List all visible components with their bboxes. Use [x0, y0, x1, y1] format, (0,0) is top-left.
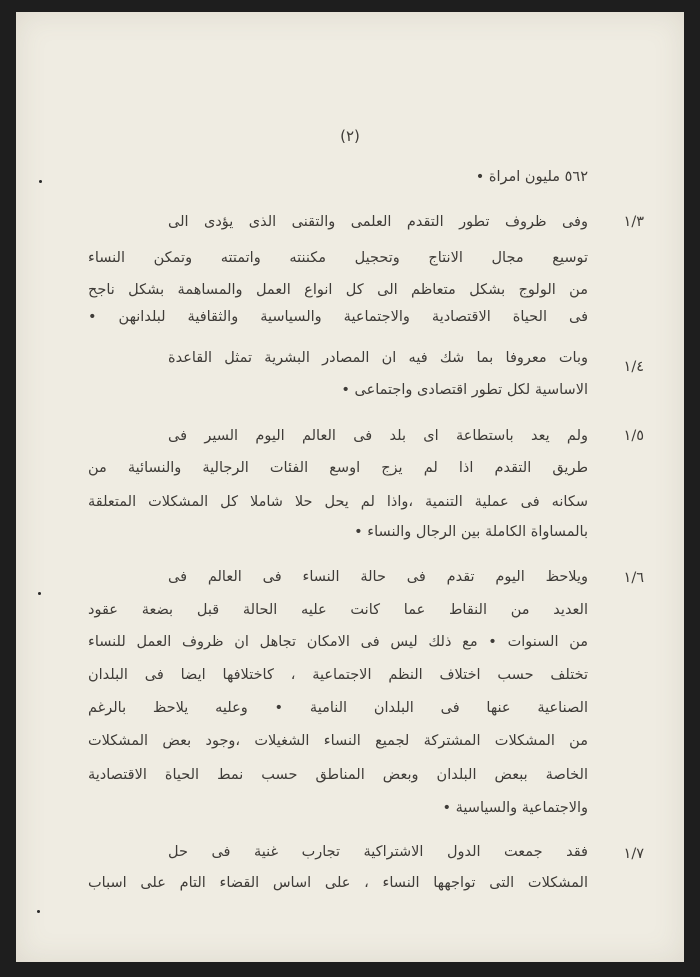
paragraph-line: من الولوج بشكل متعاظم الى كل انواع العمل والمساهمة بشكل ناجح: [88, 282, 588, 298]
paragraph-line: الاساسية لكل تطور اقتصادى واجتماعى •: [341, 382, 588, 398]
document-page: [16, 12, 684, 962]
intro-line: ٥٦٢ مليون امراة •: [475, 169, 588, 185]
paragraph-line: العديد من النقاط عما كانت عليه الحالة قبل بضعة عقود: [88, 602, 588, 618]
scan-speck: [37, 910, 40, 913]
page-number: (٢): [340, 127, 360, 145]
paragraph-line: ولم يعد باستطاعة اى بلد فى العالم اليوم السير فى: [168, 428, 588, 444]
paragraph-line: فى الحياة الاقتصادية والاجتماعية والسياسية والثقافية لبلدانهن •: [88, 309, 588, 325]
paragraph-line: من المشكلات المشتركة لجميع النساء الشغيلات ،وجود بعض المشكلات: [88, 733, 588, 749]
paragraph-number: ١/٧: [623, 846, 644, 862]
paragraph-line: الصناعية عنها فى البلدان النامية • وعليه يلاحظ بالرغم: [88, 700, 588, 716]
scan-speck: [39, 180, 42, 183]
paragraph-number: ١/٥: [623, 428, 644, 444]
paragraph-line: سكانه فى عملية التنمية ،واذا لم يحل حلا شاملا كل المشكلات المتعلقة: [88, 494, 588, 510]
paragraph-line: المشكلات التى تواجهها النساء ، على اساس القضاء التام على اسباب: [88, 875, 588, 891]
paragraph-line: طريق التقدم اذا لم يزج اوسع الفئات الرجالية والنسائية من: [88, 460, 588, 476]
paragraph-line: فقد جمعت الدول الاشتراكية تجارب غنية فى حل: [168, 844, 588, 860]
paragraph-line: والاجتماعية والسياسية •: [442, 800, 588, 816]
paragraph-line: توسيع مجال الانتاج وتحجيل مكننته واتمتته وتمكن النساء: [88, 250, 588, 266]
paragraph-line: بالمساواة الكاملة بين الرجال والنساء •: [354, 524, 588, 540]
paragraph-line: وفى ظروف تطور التقدم العلمى والتقنى الذى يؤدى الى: [168, 214, 588, 230]
paragraph-number: ١/٤: [623, 359, 644, 375]
scan-speck: [38, 592, 41, 595]
paragraph-number: ١/٦: [623, 570, 644, 586]
paragraph-line: ويلاحظ اليوم تقدم فى حالة النساء فى العالم فى: [168, 569, 588, 585]
paragraph-line: تختلف حسب اختلاف النظم الاجتماعية ، كاختلافها ايضا فى البلدان: [88, 667, 588, 683]
paragraph-line: من السنوات • مع ذلك ليس فى الامكان تجاهل ان ظروف العمل للنساء: [88, 634, 588, 650]
paragraph-number: ١/٣: [623, 214, 644, 230]
paragraph-line: وبات معروفا بما شك فيه ان المصادر البشرية تمثل القاعدة: [168, 350, 588, 366]
paragraph-line: الخاصة ببعض البلدان وبعض المناطق حسب نمط الحياة الاقتصادية: [88, 767, 588, 783]
